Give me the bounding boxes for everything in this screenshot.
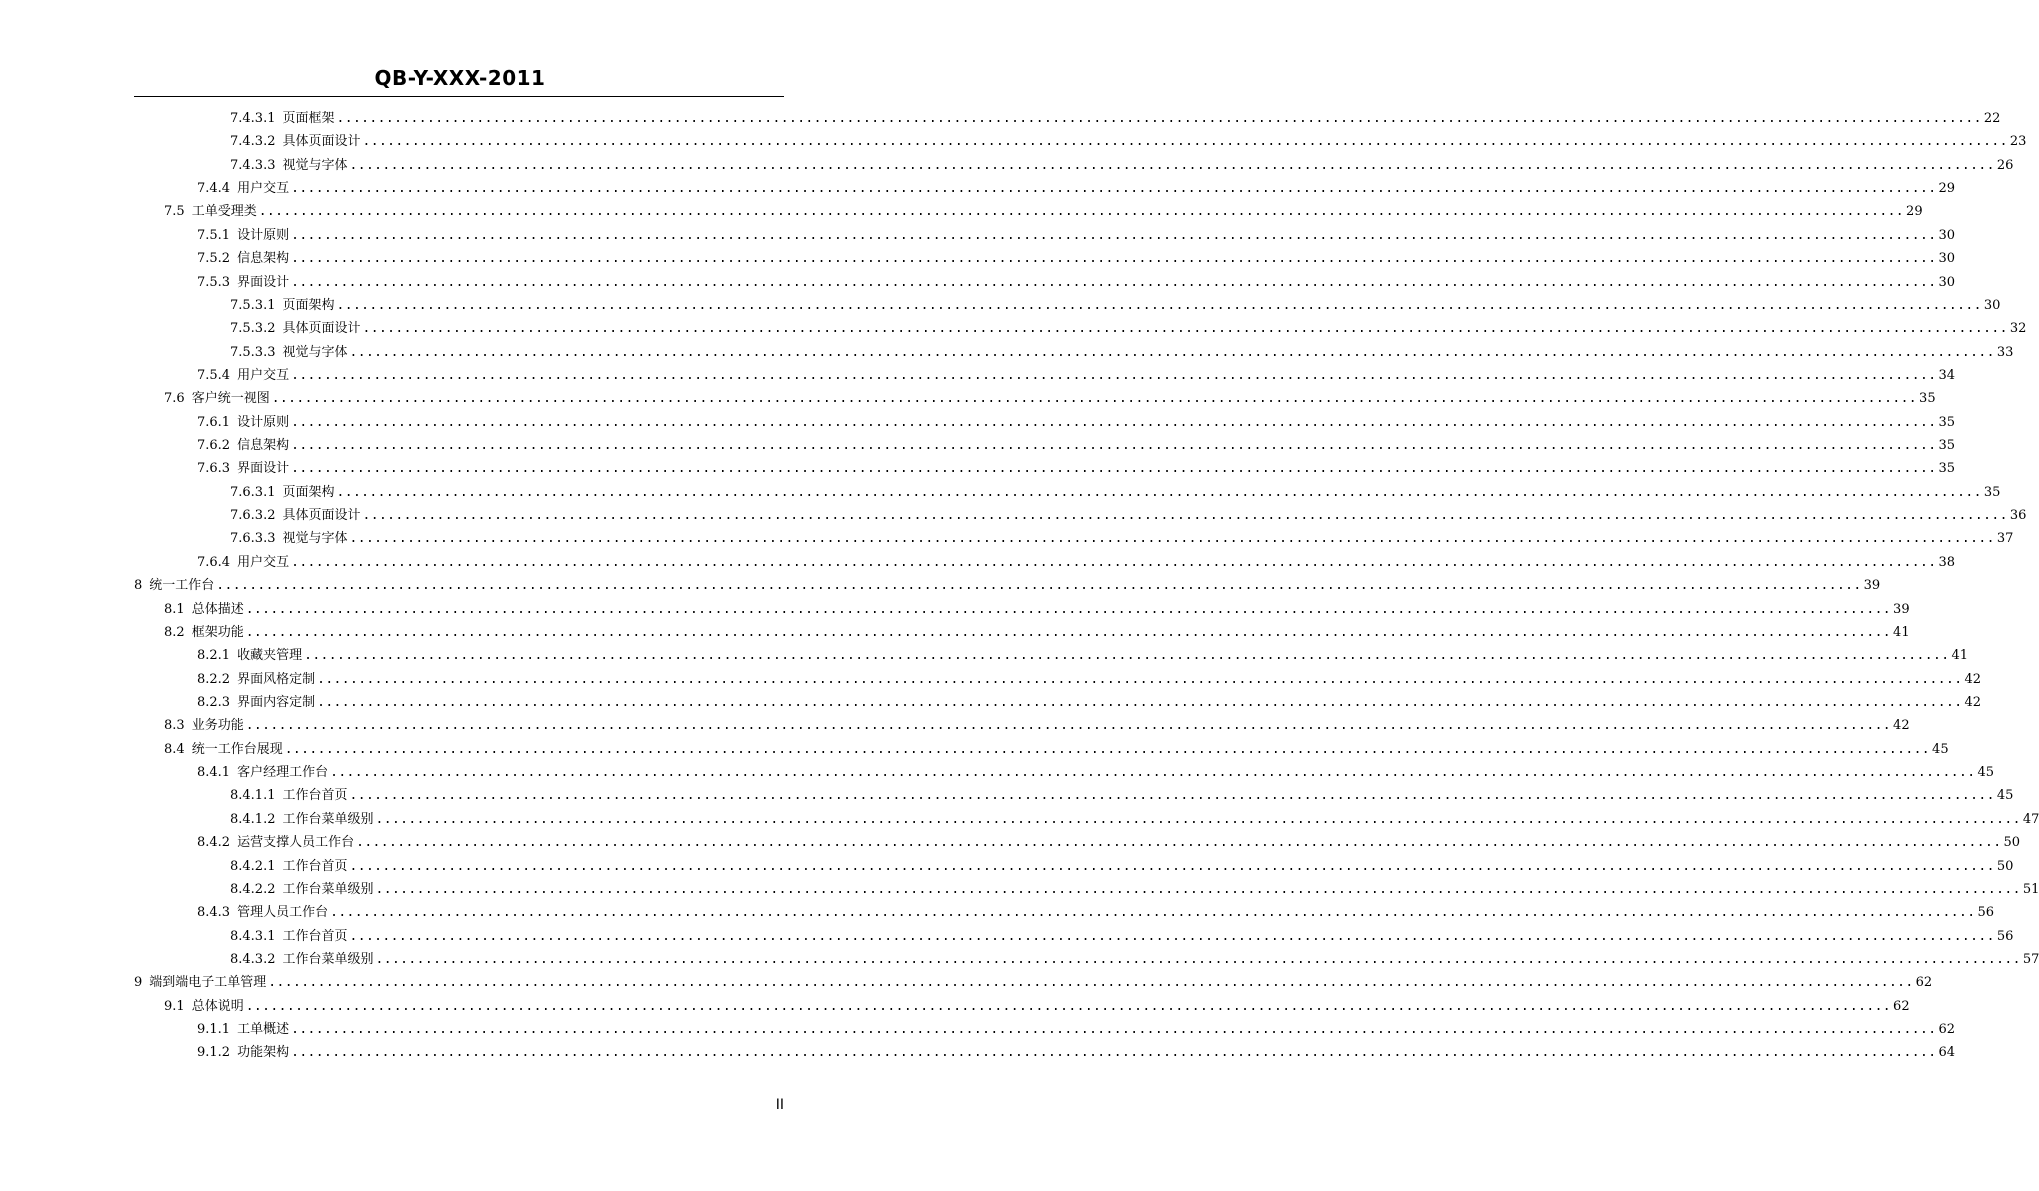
toc-dot-leader: ........................................................................................................................................................................................................ xyxy=(291,181,1937,197)
toc-entry-title: 界面设计 xyxy=(237,274,290,290)
toc-entry-page: 41 xyxy=(1893,624,1910,640)
toc-entry-number: 9 xyxy=(134,975,143,991)
toc-entry-number: 8.2.2 xyxy=(197,671,231,687)
toc-entry-page: 41 xyxy=(1951,648,1968,664)
toc-dot-leader: ........................................................................................................................................................................................................ xyxy=(330,905,1976,921)
toc-entry-page: 47 xyxy=(2022,811,2039,827)
toc-entry-title: 工单受理类 xyxy=(191,204,257,220)
toc-entry-page: 39 xyxy=(1893,601,1910,617)
toc-dot-leader: ........................................................................................................................................................................................................ xyxy=(291,227,1937,243)
toc-entry-page: 35 xyxy=(1983,484,2001,500)
toc-entry-page: 35 xyxy=(1938,438,1955,454)
toc-entry-number: 7.4.4 xyxy=(197,181,231,197)
toc-entry[interactable] xyxy=(230,949,2039,971)
page-number: II xyxy=(775,1097,784,1113)
toc-entry-page: 29 xyxy=(1906,204,1923,220)
toc-entry-page: 62 xyxy=(1915,975,1933,991)
toc-entry[interactable] xyxy=(134,575,1881,597)
toc-entry-number: 7.6 xyxy=(164,391,185,407)
toc-dot-leader: ........................................................................................................................................................................................................ xyxy=(362,321,2008,337)
toc-entry-title: 工作台菜单级别 xyxy=(282,881,374,897)
toc-dot-leader: ........................................................................................................................................................................................................ xyxy=(336,484,1982,500)
toc-entry-number: 9.1 xyxy=(164,998,185,1014)
toc-entry-title: 具体页面设计 xyxy=(282,508,361,524)
toc-dot-leader: ........................................................................................................................................................................................................ xyxy=(291,414,1937,430)
toc-entry-page: 30 xyxy=(1938,251,1955,267)
toc-entry-page: 45 xyxy=(1996,788,2014,804)
toc-entry-title: 界面内容定制 xyxy=(237,695,316,710)
toc-entry[interactable] xyxy=(164,622,1910,644)
toc-entry-title: 总体说明 xyxy=(191,998,244,1014)
toc-entry-title: 统一工作台 xyxy=(149,578,215,594)
toc-entry-title: 具体页面设计 xyxy=(282,134,361,150)
toc-entry-title: 用户交互 xyxy=(237,181,290,197)
toc-dot-leader: ........................................................................................................................................................................................................ xyxy=(245,998,1892,1014)
toc-entry[interactable] xyxy=(197,762,1994,784)
toc-entry-number: 8.4.3 xyxy=(197,905,231,921)
toc-entry-number: 8.2.1 xyxy=(197,648,231,664)
toc-entry-number: 7.4.3.3 xyxy=(230,157,276,173)
toc-entry-page: 45 xyxy=(1932,741,1949,757)
toc-dot-leader: ........................................................................................................................................................................................................ xyxy=(291,367,1937,383)
toc-entry-page: 50 xyxy=(1996,858,2014,874)
toc-entry-title: 信息架构 xyxy=(237,438,290,454)
toc-entry[interactable] xyxy=(197,365,1955,387)
toc-entry[interactable] xyxy=(230,505,2027,527)
toc-dot-leader: ........................................................................................................................................................................................................ xyxy=(258,204,1905,220)
toc-dot-leader: ........................................................................................................................................................................................................ xyxy=(245,601,1892,617)
toc-entry-page: 42 xyxy=(1893,718,1910,734)
toc-entry-title: 端到端电子工单管理 xyxy=(149,975,267,991)
toc-entry-page: 51 xyxy=(2022,881,2039,897)
toc-entry-number: 7.5.3.2 xyxy=(230,321,276,337)
toc-entry[interactable] xyxy=(197,225,1955,247)
toc-entry[interactable] xyxy=(164,599,1910,621)
toc-entry-number: 7.4.3.2 xyxy=(230,134,276,150)
toc-dot-leader: ........................................................................................................................................................................................................ xyxy=(291,438,1937,454)
toc-dot-leader: ........................................................................................................................................................................................................ xyxy=(291,274,1937,290)
toc-entry-number: 8 xyxy=(134,578,143,594)
toc-entry-page: 22 xyxy=(1983,111,2001,126)
toc-dot-leader: ........................................................................................................................................................................................................ xyxy=(291,1022,1937,1038)
toc-dot-leader: ........................................................................................................................................................................................................ xyxy=(349,344,1995,360)
toc-entry[interactable] xyxy=(230,785,2014,807)
toc-entry-page: 33 xyxy=(1996,344,2014,360)
toc-entry-number: 8.4.1 xyxy=(197,765,231,781)
toc-entry-number: 8.4.3.2 xyxy=(230,951,276,967)
toc-entry-title: 客户经理工作台 xyxy=(237,765,329,781)
toc-entry[interactable] xyxy=(230,879,2039,901)
toc-entry-page: 26 xyxy=(1996,157,2014,173)
toc-entry[interactable] xyxy=(230,295,2001,317)
toc-entry-page: 39 xyxy=(1863,578,1881,594)
toc-entry-page: 32 xyxy=(2009,321,2027,337)
toc-entry-number: 7.6.3.2 xyxy=(230,508,276,524)
toc-dot-leader: ........................................................................................................................................................................................................ xyxy=(245,624,1892,640)
toc-dot-leader: ........................................................................................................................................................................................................ xyxy=(349,157,1995,173)
toc-entry[interactable] xyxy=(230,809,2039,831)
toc-entry[interactable] xyxy=(197,1042,1955,1064)
toc-entry-page: 42 xyxy=(1964,695,1981,710)
toc-entry[interactable] xyxy=(164,388,1936,410)
toc-dot-leader: ........................................................................................................................................................................................................ xyxy=(268,975,1914,991)
toc-entry[interactable] xyxy=(230,528,2014,550)
toc-entry[interactable] xyxy=(230,131,2027,153)
toc-dot-leader: ........................................................................................................................................................................................................ xyxy=(349,531,1995,547)
toc-dot-leader: ........................................................................................................................................................................................................ xyxy=(291,554,1937,570)
toc-entry-number: 8.4.1.2 xyxy=(230,811,276,827)
toc-dot-leader: ........................................................................................................................................................................................................ xyxy=(330,765,1976,781)
toc-dot-leader: ........................................................................................................................................................................................................ xyxy=(336,297,1982,313)
toc-entry-page: 34 xyxy=(1938,367,1955,383)
toc-entry-page: 30 xyxy=(1938,274,1955,290)
toc-entry-number: 9.1.1 xyxy=(197,1022,231,1038)
toc-entry-title: 工作台菜单级别 xyxy=(282,811,374,827)
toc-entry-page: 35 xyxy=(1938,461,1955,477)
toc-entry-number: 8.4 xyxy=(164,741,185,757)
toc-entry-page: 38 xyxy=(1938,554,1955,570)
toc-dot-leader: ........................................................................................................................................................................................................ xyxy=(284,741,1931,757)
toc-entry-title: 设计原则 xyxy=(237,414,290,430)
toc-dot-leader: ........................................................................................................................................................................................................ xyxy=(349,788,1995,804)
toc-entry[interactable] xyxy=(197,248,1955,270)
toc-entry-title: 收藏夹管理 xyxy=(237,648,303,664)
toc-entry-title: 具体页面设计 xyxy=(282,321,361,337)
toc-entry[interactable] xyxy=(197,458,1955,480)
toc-entry-title: 界面设计 xyxy=(237,461,290,477)
toc-entry-page: 64 xyxy=(1938,1045,1955,1061)
toc-entry-title: 工作台首页 xyxy=(282,788,348,804)
toc-entry-page: 56 xyxy=(1977,905,1994,921)
toc-entry-number: 7.5.2 xyxy=(197,251,231,267)
toc-entry-number: 7.6.3.1 xyxy=(230,484,276,500)
toc-entry-page: 30 xyxy=(1938,227,1955,243)
toc-entry-number: 7.4.3.1 xyxy=(230,111,276,126)
toc-entry-number: 8.4.3.1 xyxy=(230,928,276,944)
toc-entry[interactable] xyxy=(197,552,1955,574)
toc-entry-title: 用户交互 xyxy=(237,367,290,383)
toc-entry-title: 工作台首页 xyxy=(282,858,348,874)
toc-entry-page: 45 xyxy=(1977,765,1994,781)
toc-dot-leader: ........................................................................................................................................................................................................ xyxy=(317,671,1963,687)
toc-entry[interactable] xyxy=(197,272,1955,294)
toc-entry-title: 统一工作台展现 xyxy=(191,741,283,757)
toc-dot-leader: ........................................................................................................................................................................................................ xyxy=(375,811,2021,827)
toc-entry-page: 62 xyxy=(1938,1022,1955,1038)
toc-entry-number: 7.5.4 xyxy=(197,367,231,383)
toc-dot-leader: ........................................................................................................................................................................................................ xyxy=(216,578,1862,594)
toc-entry[interactable] xyxy=(134,972,1933,994)
toc-entry-number: 7.6.4 xyxy=(197,554,231,570)
toc-entry[interactable] xyxy=(230,318,2027,340)
toc-entry[interactable] xyxy=(164,996,1910,1018)
toc-entry-number: 8.4.2.2 xyxy=(230,881,276,897)
toc-entry-number: 8.3 xyxy=(164,718,185,734)
toc-entry-title: 工作台首页 xyxy=(282,928,348,944)
toc-entry-title: 设计原则 xyxy=(237,227,290,243)
toc-entry-page: 23 xyxy=(2009,134,2027,150)
toc-entry-title: 客户统一视图 xyxy=(191,391,270,407)
toc-dot-leader: ........................................................................................................................................................................................................ xyxy=(356,835,2002,851)
toc-entry-title: 框架功能 xyxy=(191,624,244,640)
toc-dot-leader: ........................................................................................................................................................................................................ xyxy=(291,461,1937,477)
toc-dot-leader: ........................................................................................................................................................................................................ xyxy=(336,111,1982,126)
toc-entry-title: 视觉与字体 xyxy=(282,531,348,547)
toc-entry-page: 35 xyxy=(1938,414,1955,430)
toc-entry-title: 信息架构 xyxy=(237,251,290,267)
toc-entry[interactable] xyxy=(197,435,1955,457)
toc-entry-number: 7.6.1 xyxy=(197,414,231,430)
toc-entry-title: 管理人员工作台 xyxy=(237,905,329,921)
toc-entry-title: 视觉与字体 xyxy=(282,157,348,173)
toc-dot-leader: ........................................................................................................................................................................................................ xyxy=(245,718,1892,734)
toc-entry-number: 7.5.1 xyxy=(197,227,231,243)
toc-entry-title: 页面架构 xyxy=(282,484,335,500)
toc-entry-page: 56 xyxy=(1996,928,2014,944)
toc-dot-leader: ........................................................................................................................................................................................................ xyxy=(349,928,1995,944)
toc-entry-title: 界面风格定制 xyxy=(237,671,316,687)
toc-dot-leader: ........................................................................................................................................................................................................ xyxy=(349,858,1995,874)
toc-dot-leader: ........................................................................................................................................................................................................ xyxy=(271,391,1918,407)
toc-entry-number: 7.5 xyxy=(164,204,185,220)
toc-entry[interactable] xyxy=(197,1019,1955,1041)
toc-entry-title: 工单概述 xyxy=(237,1022,290,1038)
toc-entry[interactable] xyxy=(197,669,1981,691)
toc-entry[interactable] xyxy=(197,645,1968,667)
toc-entry-number: 8.2.3 xyxy=(197,695,231,710)
toc-entry-page: 30 xyxy=(1983,297,2001,313)
toc-entry[interactable] xyxy=(197,412,1955,434)
toc-entry-number: 8.4.1.1 xyxy=(230,788,276,804)
toc-entry-number: 7.5.3.1 xyxy=(230,297,276,313)
toc-entry[interactable] xyxy=(164,739,1949,761)
toc-entry-page: 29 xyxy=(1938,181,1955,197)
toc-entry-page: 35 xyxy=(1919,391,1936,407)
toc-dot-leader: ........................................................................................................................................................................................................ xyxy=(375,951,2021,967)
toc-dot-leader: ........................................................................................................................................................................................................ xyxy=(362,134,2008,150)
toc-entry-number: 7.5.3.3 xyxy=(230,344,276,360)
toc-entry[interactable] xyxy=(230,155,2014,177)
toc-entry-page: 37 xyxy=(1996,531,2014,547)
toc-entry-number: 8.2 xyxy=(164,624,185,640)
toc-entry[interactable] xyxy=(230,856,2014,878)
toc-dot-leader: ........................................................................................................................................................................................................ xyxy=(304,648,1950,664)
toc-entry-number: 8.4.2.1 xyxy=(230,858,276,874)
toc-entry-number: 8.4.2 xyxy=(197,835,231,851)
toc-entry-page: 62 xyxy=(1893,998,1910,1014)
toc-entry-title: 工作台菜单级别 xyxy=(282,951,374,967)
toc-entry[interactable] xyxy=(230,342,2014,364)
toc-dot-leader: ........................................................................................................................................................................................................ xyxy=(362,508,2008,524)
toc-entry[interactable] xyxy=(197,692,1981,714)
toc-entry-page: 36 xyxy=(2009,508,2027,524)
toc-entry[interactable] xyxy=(230,108,2001,130)
toc-dot-leader: ........................................................................................................................................................................................................ xyxy=(291,251,1937,267)
toc-entry[interactable] xyxy=(197,832,2020,854)
header-divider xyxy=(134,96,784,97)
toc-entry-title: 运营支撑人员工作台 xyxy=(237,835,355,851)
toc-entry[interactable] xyxy=(197,178,1955,200)
toc-dot-leader: ........................................................................................................................................................................................................ xyxy=(291,1045,1937,1061)
toc-entry[interactable] xyxy=(230,926,2014,948)
toc-entry-number: 7.6.3.3 xyxy=(230,531,276,547)
toc-entry-title: 页面框架 xyxy=(282,111,335,126)
toc-entry[interactable] xyxy=(164,715,1910,737)
document-code-header: QB-Y-XXX-2011 xyxy=(374,66,546,90)
toc-entry-number: 8.1 xyxy=(164,601,185,617)
toc-entry-page: 50 xyxy=(2003,835,2020,851)
toc-entry-page: 42 xyxy=(1964,671,1981,687)
toc-entry-title: 总体描述 xyxy=(191,601,244,617)
toc-entry-number: 7.5.3 xyxy=(197,274,231,290)
toc-entry[interactable] xyxy=(164,201,1923,223)
toc-entry-number: 7.6.2 xyxy=(197,438,231,454)
toc-entry-number: 7.6.3 xyxy=(197,461,231,477)
toc-entry-title: 视觉与字体 xyxy=(282,344,348,360)
toc-entry-title: 业务功能 xyxy=(191,718,244,734)
toc-dot-leader: ........................................................................................................................................................................................................ xyxy=(375,881,2021,897)
toc-entry-title: 页面架构 xyxy=(282,297,335,313)
toc-dot-leader: ........................................................................................................................................................................................................ xyxy=(317,695,1963,710)
toc-entry-title: 功能架构 xyxy=(237,1045,290,1061)
toc-entry-number: 9.1.2 xyxy=(197,1045,231,1061)
toc-entry[interactable] xyxy=(197,902,1994,924)
toc-entry-title: 用户交互 xyxy=(237,554,290,570)
toc-entry-page: 57 xyxy=(2022,951,2039,967)
toc-entry[interactable] xyxy=(230,482,2001,504)
